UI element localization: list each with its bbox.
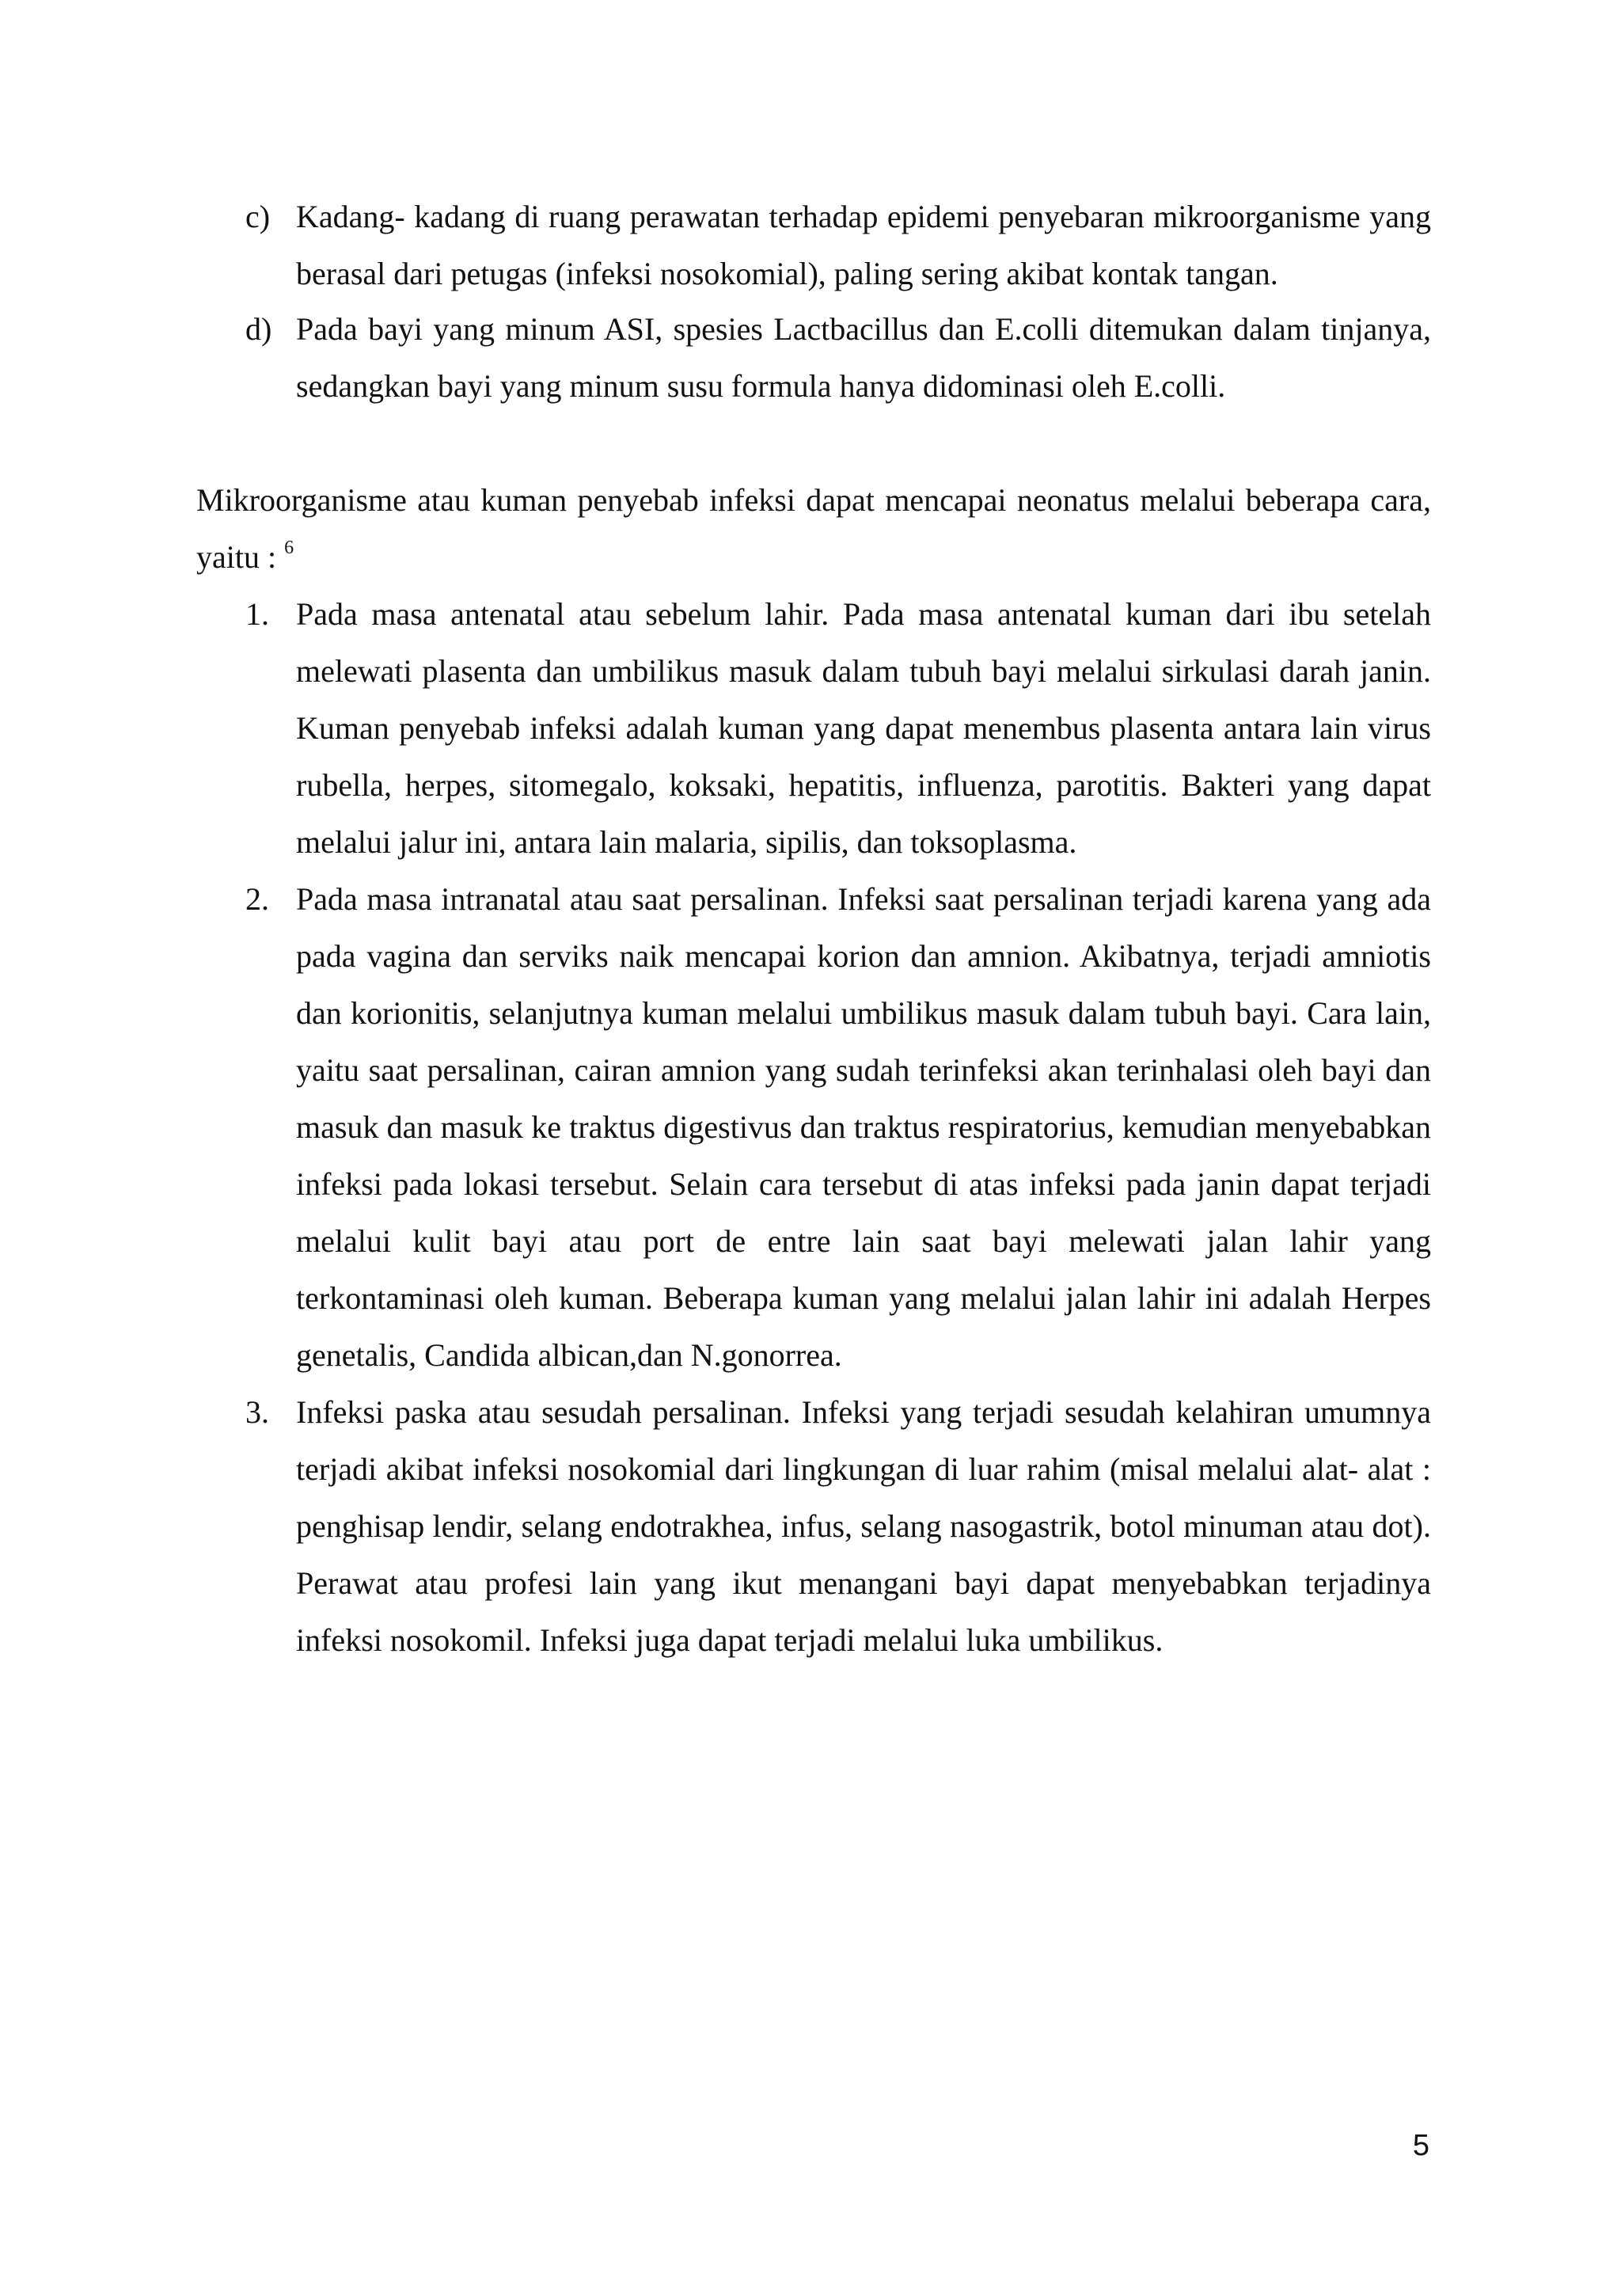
numbered-item-label: 2.: [245, 881, 269, 917]
list-item-text: Pada bayi yang minum ASI, spesies Lactbacillus dan E.colli ditemukan dalam tinjanya, sedangkan bayi yang minum susu formula hanya didominasi oleh E.colli.: [296, 311, 1431, 404]
numbered-item-label: 1.: [245, 596, 269, 632]
numbered-item-text: Infeksi paska atau sesudah persalinan. Infeksi yang terjadi sesudah kelahiran umumnya terjadi akibat infeksi nosokomial dari lingkungan di luar rahim (misal melalui alat- alat : penghisap lendir, selang endotrakhea, infus, selang nasogastrik, botol minuman atau dot). Perawat atau profesi lain yang ikut menangani bayi dapat menyebabkan terjadinya infeksi nosokomil. Infeksi juga dapat terjadi melalui luka umbilikus.: [296, 1394, 1431, 1658]
footnote-marker: 6: [284, 538, 294, 558]
numbered-item-1: [245, 586, 1431, 871]
list-item-label: d): [245, 311, 272, 347]
intro-paragraph: [196, 472, 1431, 586]
intro-text: Mikroorganisme atau kuman penyebab infeksi dapat mencapai neonatus melalui beberapa cara, yaitu :: [196, 482, 1431, 575]
list-item-d: [245, 301, 1431, 415]
numbered-item-text: Pada masa antenatal atau sebelum lahir. Pada masa antenatal kuman dari ibu setelah melewati plasenta dan umbilikus masuk dalam tubuh bayi melalui sirkulasi darah janin. Kuman penyebab infeksi adalah kuman yang dapat menembus plasenta antara lain virus rubella, herpes, sitomegalo, koksaki, hepatitis, influenza, parotitis. Bakteri yang dapat melalui jalur ini, antara lain malaria, sipilis, dan toksoplasma.: [296, 596, 1431, 860]
numbered-item-label: 3.: [245, 1394, 269, 1430]
list-item-label: c): [245, 199, 271, 234]
list-item-c: [245, 188, 1431, 302]
numbered-item-text: Pada masa intranatal atau saat persalinan. Infeksi saat persalinan terjadi karena yang ada pada vagina dan serviks naik mencapai korion dan amnion. Akibatnya, terjadi amniotis dan korionitis, selanjutnya kuman melalui umbilikus masuk dalam tubuh bayi. Cara lain, yaitu saat persalinan, cairan amnion yang sudah terinfeksi akan terinhalasi oleh bayi dan masuk dan masuk ke traktus digestivus dan traktus respiratorius, kemudian menyebabkan infeksi pada lokasi tersebut. Selain cara tersebut di atas infeksi pada janin dapat terjadi melalui kulit bayi atau port de entre lain saat bayi melewati jalan lahir yang terkontaminasi oleh kuman. Beberapa kuman yang melalui jalan lahir ini adalah Herpes genetalis, Candida albican,dan N.gonorrea.: [296, 881, 1431, 1373]
list-item-text: Kadang- kadang di ruang perawatan terhadap epidemi penyebaran mikroorganisme yang berasal dari petugas (infeksi nosokomial), paling sering akibat kontak tangan.: [296, 199, 1431, 291]
page-number: 5: [1412, 2129, 1429, 2162]
numbered-item-2: [245, 871, 1431, 1384]
numbered-item-3: [245, 1384, 1431, 1669]
